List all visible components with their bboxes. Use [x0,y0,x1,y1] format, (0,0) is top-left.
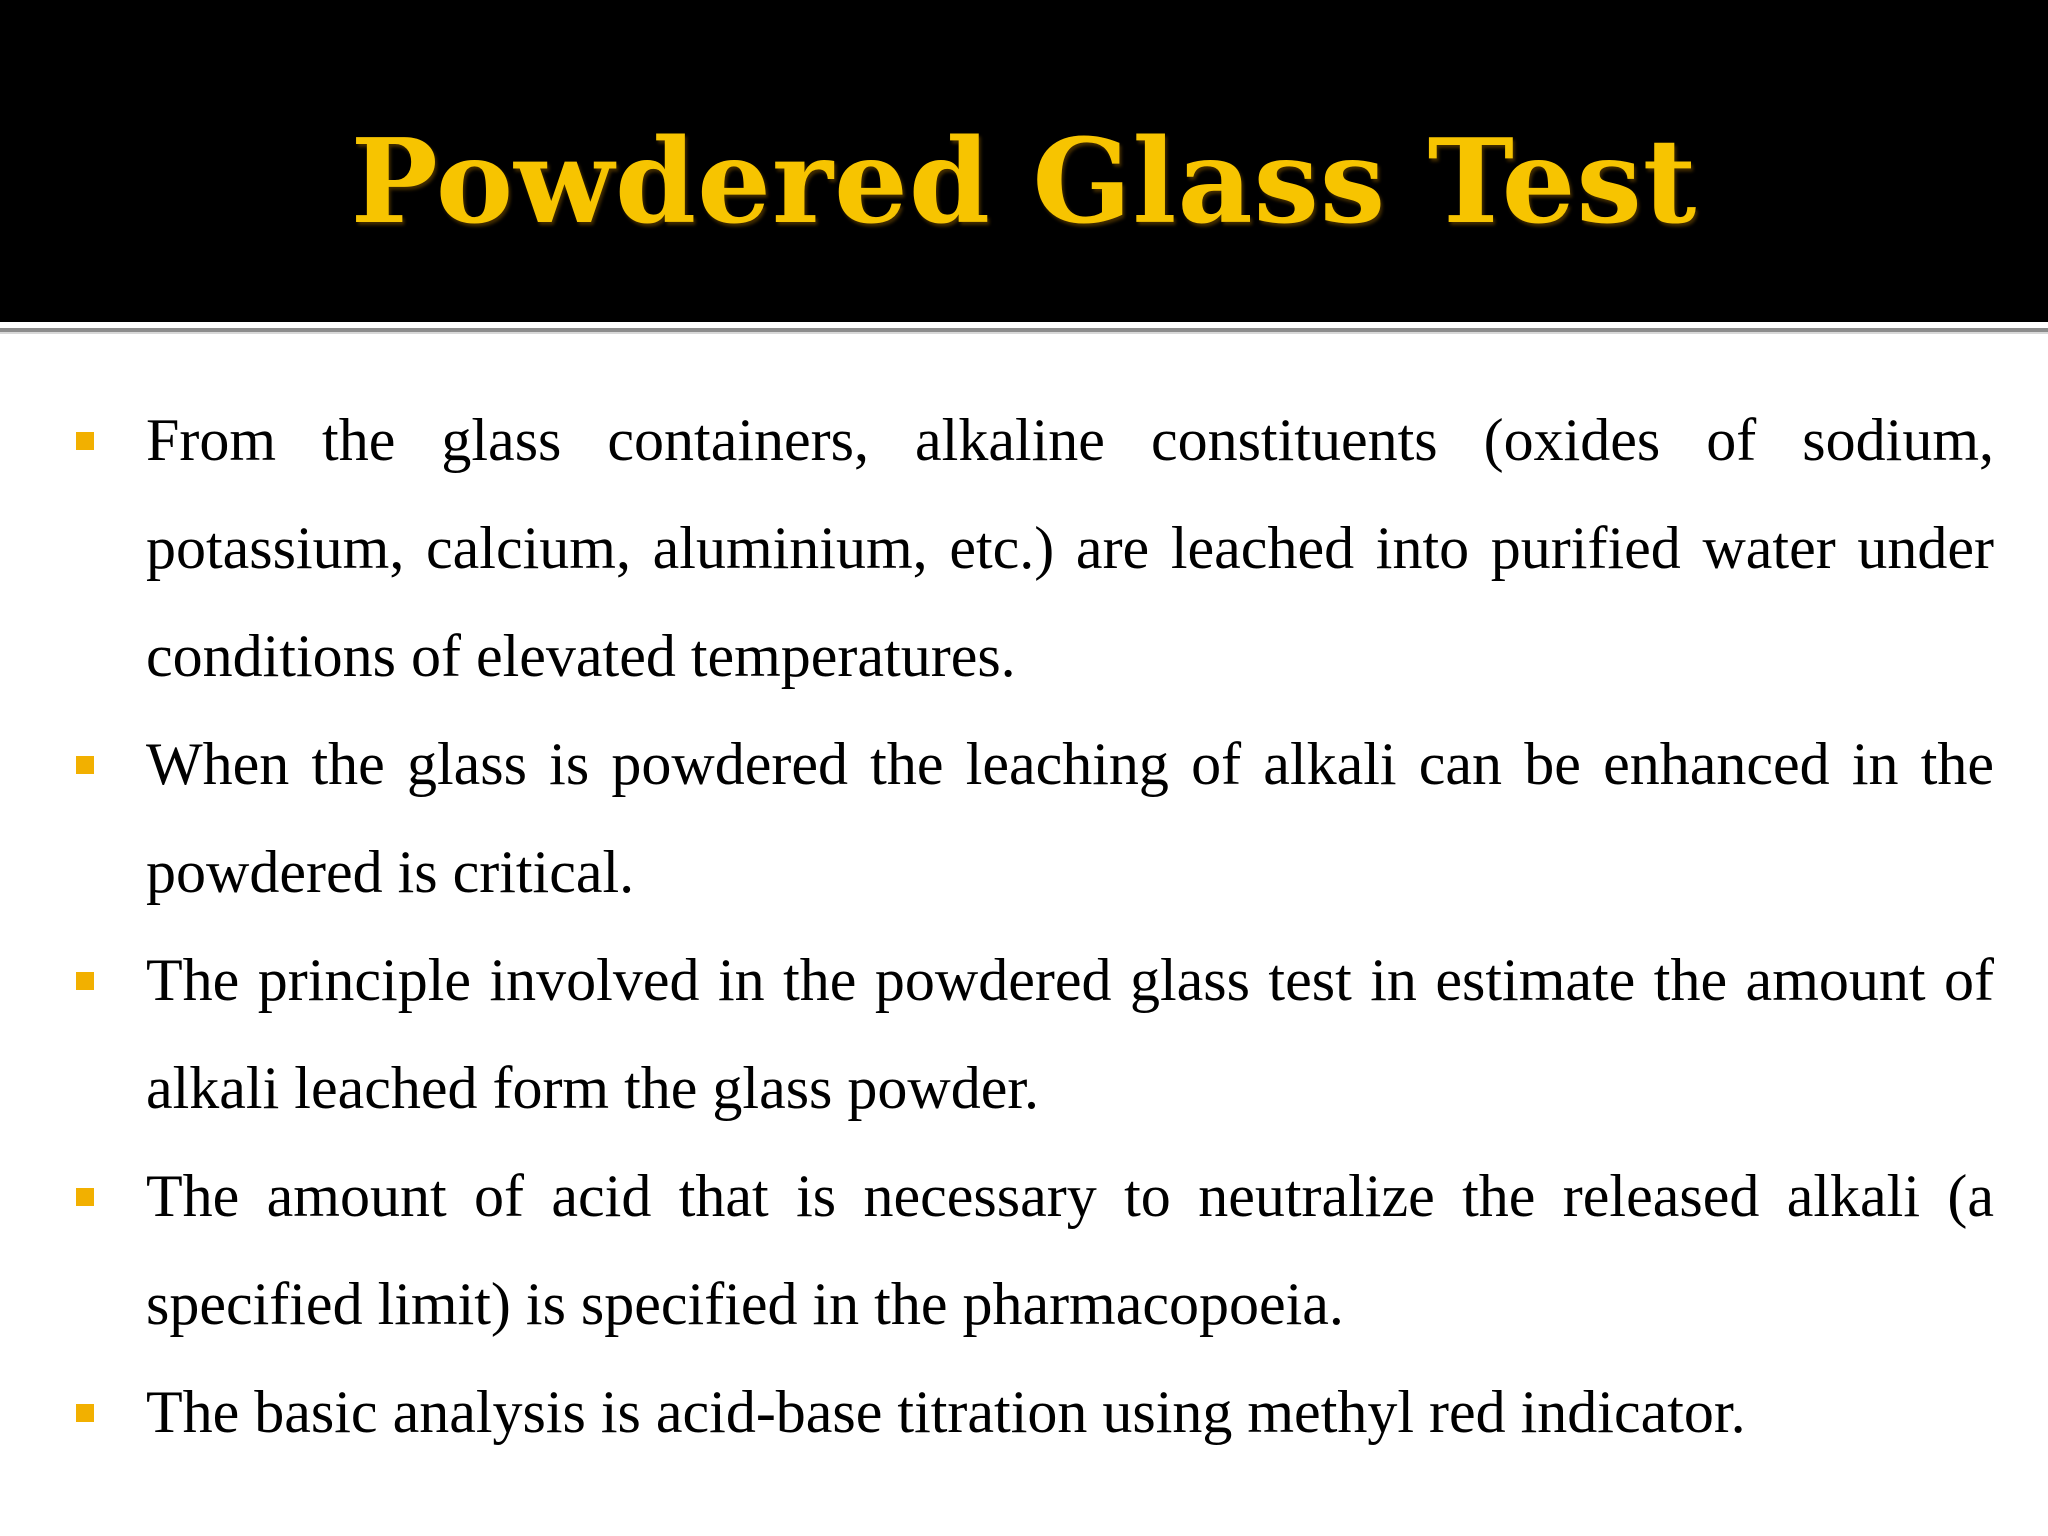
bullet-text: The basic analysis is acid-base titration using methyl red indicator. [146,1379,1746,1445]
bullet-text: When the glass is powdered the leaching of alkali can be enhanced in the powdered is critical. [146,731,1994,905]
bullet-text: From the glass containers, alkaline constituents (oxides of sodium, potassium, calcium, aluminium, etc.) are leached into purified water under conditions of elevated temperatures. [146,407,1994,689]
slide-title: Powdered Glass Test [350,114,1698,250]
bullet-item [72,926,1994,1142]
bullet-item [72,1358,1994,1466]
bullet-text: The amount of acid that is necessary to neutralize the released alkali (a specified limit) is specified in the pharmacopoeia. [146,1163,1994,1337]
bullet-item [72,386,1994,710]
square-bullet-icon [76,756,94,774]
square-bullet-icon [76,1188,94,1206]
title-divider-shadow [0,332,2048,334]
bullet-list [72,386,1994,1466]
bullet-item [72,710,1994,926]
title-bar [0,0,2048,322]
square-bullet-icon [76,1404,94,1422]
bullet-text: The principle involved in the powdered glass test in estimate the amount of alkali leached form the glass powder. [146,947,1994,1121]
bullet-item [72,1142,1994,1358]
square-bullet-icon [76,432,94,450]
square-bullet-icon [76,972,94,990]
